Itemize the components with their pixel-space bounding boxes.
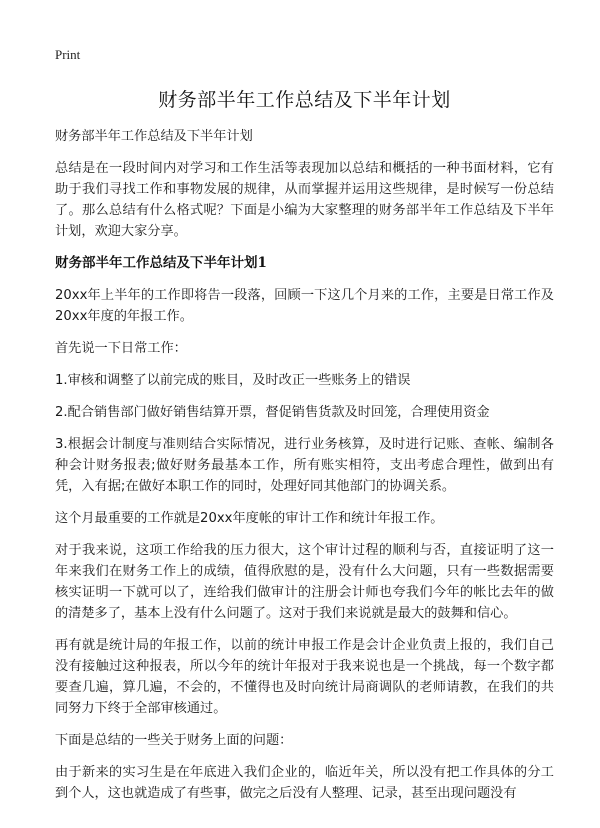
paragraph: 由于新来的实习生是在年底进入我们企业的，临近年关，所以没有把工作具体的分工到个人，这也就造成了有些事，做完之后没有人整理、记录，甚至出现问题没有 [55,765,554,801]
document-title: 财务部半年工作总结及下半年计划 [158,89,451,111]
list-item: 3.根据会计制度与准则结合实际情况，进行业务核算，及时进行记账、查帐、编制各种会计财务报表;做好财务最基本工作，所有账实相符，支出考虑合理性，做到出有凭，入有据;在做好本职工作的同时，处理好同其他部门的协调关系。 [55,437,554,494]
paragraph: 20xx年上半年的工作即将告一段落，回顾一下这几个月来的工作，主要是日常工作及20xx年度的年报工作。 [55,288,554,324]
paragraph: 这个月最重要的工作就是20xx年度帐的审计工作和统计年报工作。 [55,511,444,526]
paragraph: 再有就是统计局的年报工作，以前的统计申报工作是会计企业负责上报的，我们自己没有接触过这种报表，所以今年的统计年报对于我来说也是一个挑战，每一个数字都要查几遍，算几遍，不会的，不懂得也及时向统计局商调队的老师请教，在我们的共同努力下终于全部审核通过。 [55,638,554,716]
paragraph: 首先说一下日常工作： [55,341,187,356]
list-item: 1.审核和调整了以前完成的账目，及时改正一些账务上的错误 [55,373,411,388]
list-item: 2.配合销售部门做好销售结算开票，督促销售货款及时回笼，合理使用资金 [55,405,490,420]
section-heading: 财务部半年工作总结及下半年计划1 [55,255,267,271]
print-link[interactable]: Print [55,47,81,62]
intro-paragraph: 总结是在一段时间内对学习和工作生活等表现加以总结和概括的一种书面材料，它有助于我们寻找工作和事物发展的规律，从而掌握并运用这些规律，是时候写一份总结了。那么总结有什么格式呢？下面是小编为大家整理的财务部半年工作总结及下半年计划，欢迎大家分享。 [55,161,554,239]
paragraph: 对于我来说，这项工作给我的压力很大，这个审计过程的顺利与否，直接证明了这一年来我们在财务工作上的成绩，值得欣慰的是，没有什么大问题，只有一些数据需要核实证明一下就可以了，连给我们做审计的注册会计师也夸我们今年的帐比去年的做的清楚多了，基本上没有什么问题了。这对于我们来说就是最大的鼓舞和信心。 [55,543,554,621]
paragraph: 下面是总结的一些关于财务上面的问题： [55,733,293,748]
document-subtitle: 财务部半年工作总结及下半年计划 [55,129,253,144]
